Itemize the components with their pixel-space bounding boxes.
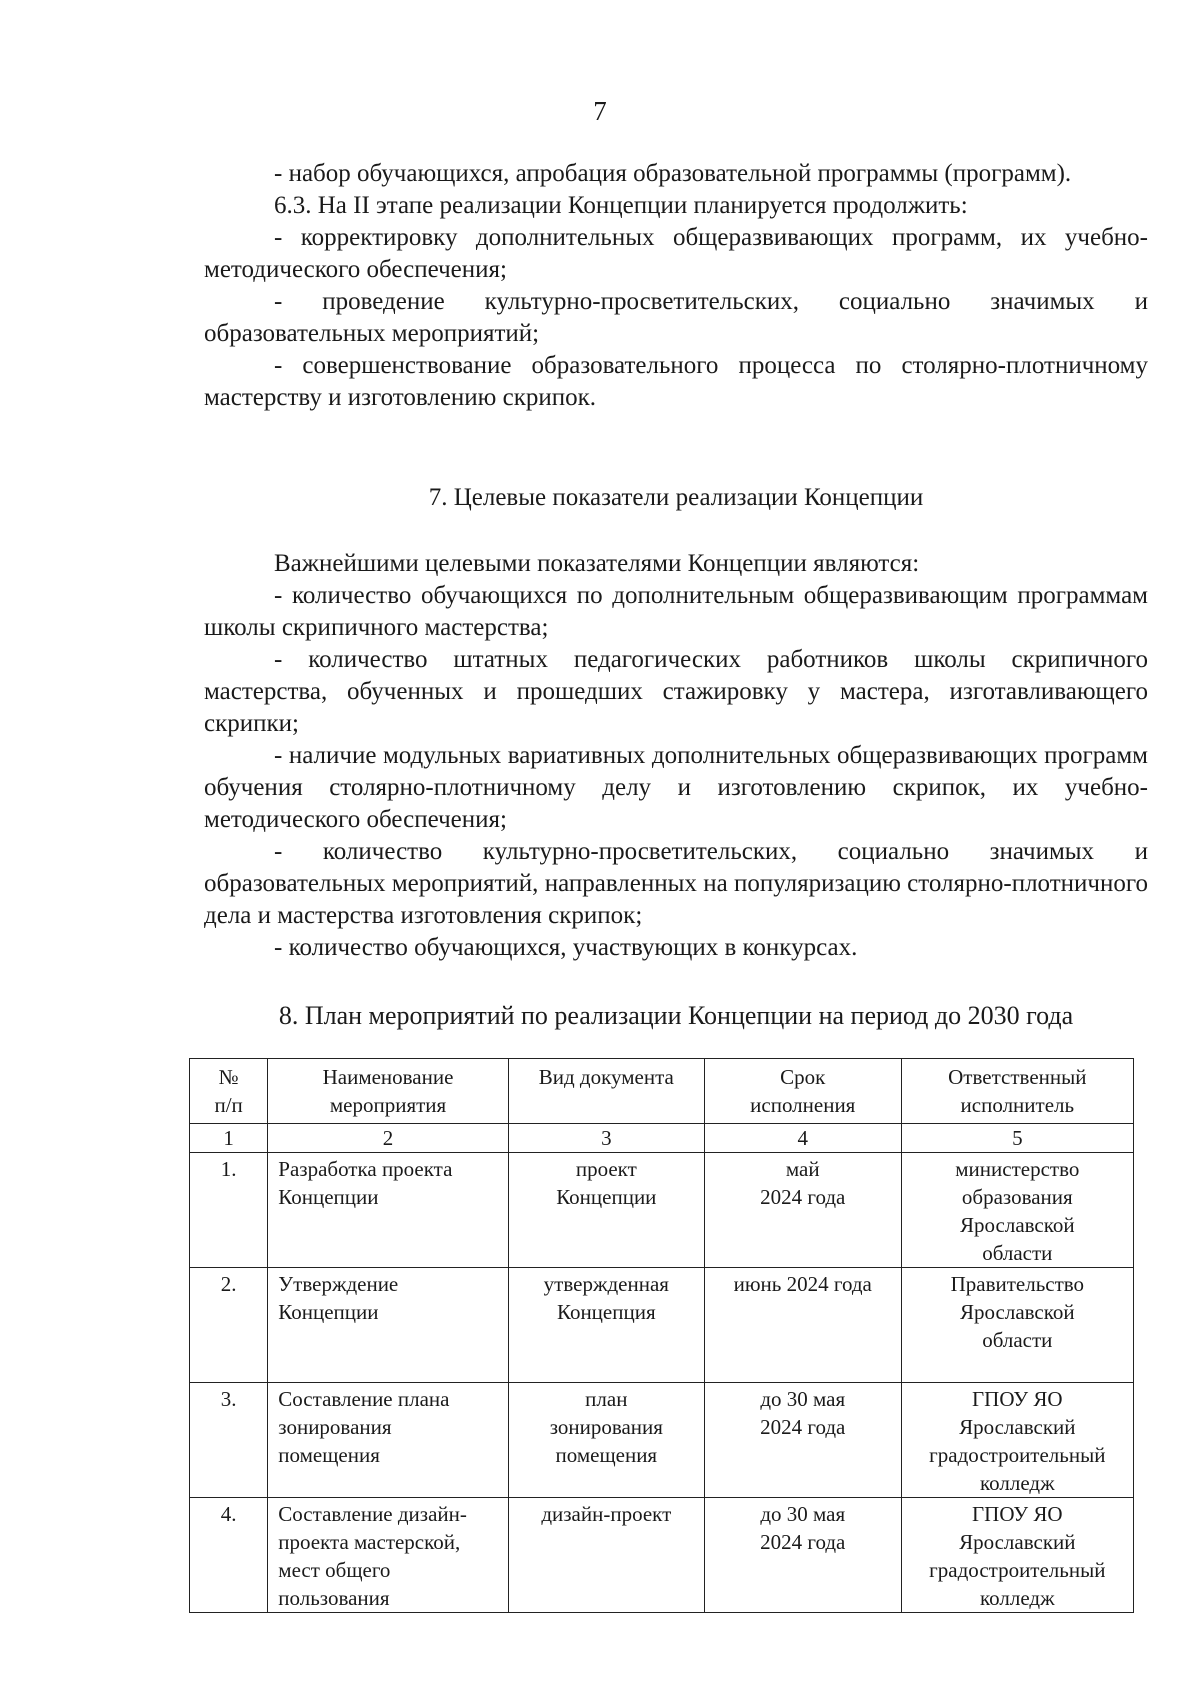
paragraph: - наличие модульных вариативных дополнительных общеразвивающих программ обучения столярно-плотничному делу и изготовлению скрипок, их учебно-методического обеспечения;: [204, 742, 1148, 833]
row-name: Разработка проекта Концепции: [268, 1153, 508, 1268]
stage-two-text: [204, 158, 1148, 414]
column-number: 3: [508, 1124, 704, 1153]
row-term: до 30 мая 2024 года: [704, 1498, 901, 1613]
table-header-row: [190, 1059, 1134, 1124]
header-name: Наименование мероприятия: [268, 1059, 508, 1124]
row-num: 2.: [190, 1268, 268, 1383]
row-name: Составление плана зонирования помещения: [268, 1383, 508, 1498]
paragraph: - корректировку дополнительных общеразвивающих программ, их учебно-методического обеспечения;: [204, 224, 1148, 283]
section-8-title: 8. План мероприятий по реализации Концепции на период до 2030 года: [278, 1001, 1074, 1030]
row-name: Составление дизайн- проекта мастерской, мест общего пользования: [268, 1498, 508, 1613]
paragraph: Важнейшими целевыми показателями Концепции являются:: [274, 550, 920, 577]
row-resp: министерство образования Ярославской области: [901, 1153, 1133, 1268]
action-plan-table: [189, 1058, 1134, 1613]
row-resp: ГПОУ ЯО Ярославский градостроительный колледж: [901, 1383, 1133, 1498]
row-doc: утвержденная Концепция: [508, 1268, 704, 1383]
column-number: 4: [704, 1124, 901, 1153]
paragraph: - совершенствование образовательного процесса по столярно-плотничному мастерству и изготовлению скрипок.: [204, 352, 1148, 411]
paragraph: - количество обучающихся, участвующих в конкурсах.: [274, 934, 858, 961]
row-name: Утверждение Концепции: [268, 1268, 508, 1383]
column-number: 2: [268, 1124, 508, 1153]
header-doc: Вид документа: [508, 1059, 704, 1124]
table-row: [190, 1268, 1134, 1383]
table-row: [190, 1153, 1134, 1268]
row-term: май 2024 года: [704, 1153, 901, 1268]
paragraph: - количество культурно-просветительских, социально значимых и образовательных мероприятий, направленных на популяризацию столярно-плотничного дела и мастерства изготовления скрипок;: [204, 838, 1148, 929]
row-doc: дизайн-проект: [508, 1498, 704, 1613]
row-num: 3.: [190, 1383, 268, 1498]
paragraph: - количество штатных педагогических работников школы скрипичного мастерства, обученных и прошедших стажировку у мастера, изготавливающего скрипки;: [204, 646, 1148, 737]
column-number-row: [190, 1124, 1134, 1153]
header-resp: Ответственный исполнитель: [901, 1059, 1133, 1124]
paragraph: - набор обучающихся, апробация образовательной программы (программ).: [274, 160, 1072, 187]
column-number: 1: [190, 1124, 268, 1153]
row-num: 4.: [190, 1498, 268, 1613]
row-term: до 30 мая 2024 года: [704, 1383, 901, 1498]
row-doc: проект Концепции: [508, 1153, 704, 1268]
row-term: июнь 2024 года: [704, 1268, 901, 1383]
paragraph: - количество обучающихся по дополнительным общеразвивающим программам школы скрипичного мастерства;: [204, 582, 1148, 641]
header-num: № п/п: [190, 1059, 268, 1124]
target-indicators-text: [204, 548, 1148, 964]
paragraph: - проведение культурно-просветительских, социально значимых и образовательных мероприятий;: [204, 288, 1148, 347]
table-row: [190, 1498, 1134, 1613]
page-number: 7: [593, 96, 607, 126]
column-number: 5: [901, 1124, 1133, 1153]
section-7-title: 7. Целевые показатели реализации Концепции: [428, 484, 924, 511]
row-doc: план зонирования помещения: [508, 1383, 704, 1498]
paragraph: 6.3. На II этапе реализации Концепции планируется продолжить:: [274, 192, 968, 219]
table-row: [190, 1383, 1134, 1498]
row-num: 1.: [190, 1153, 268, 1268]
row-resp: Правительство Ярославской области: [901, 1268, 1133, 1383]
header-term: Срок исполнения: [704, 1059, 901, 1124]
row-resp: ГПОУ ЯО Ярославский градостроительный колледж: [901, 1498, 1133, 1613]
